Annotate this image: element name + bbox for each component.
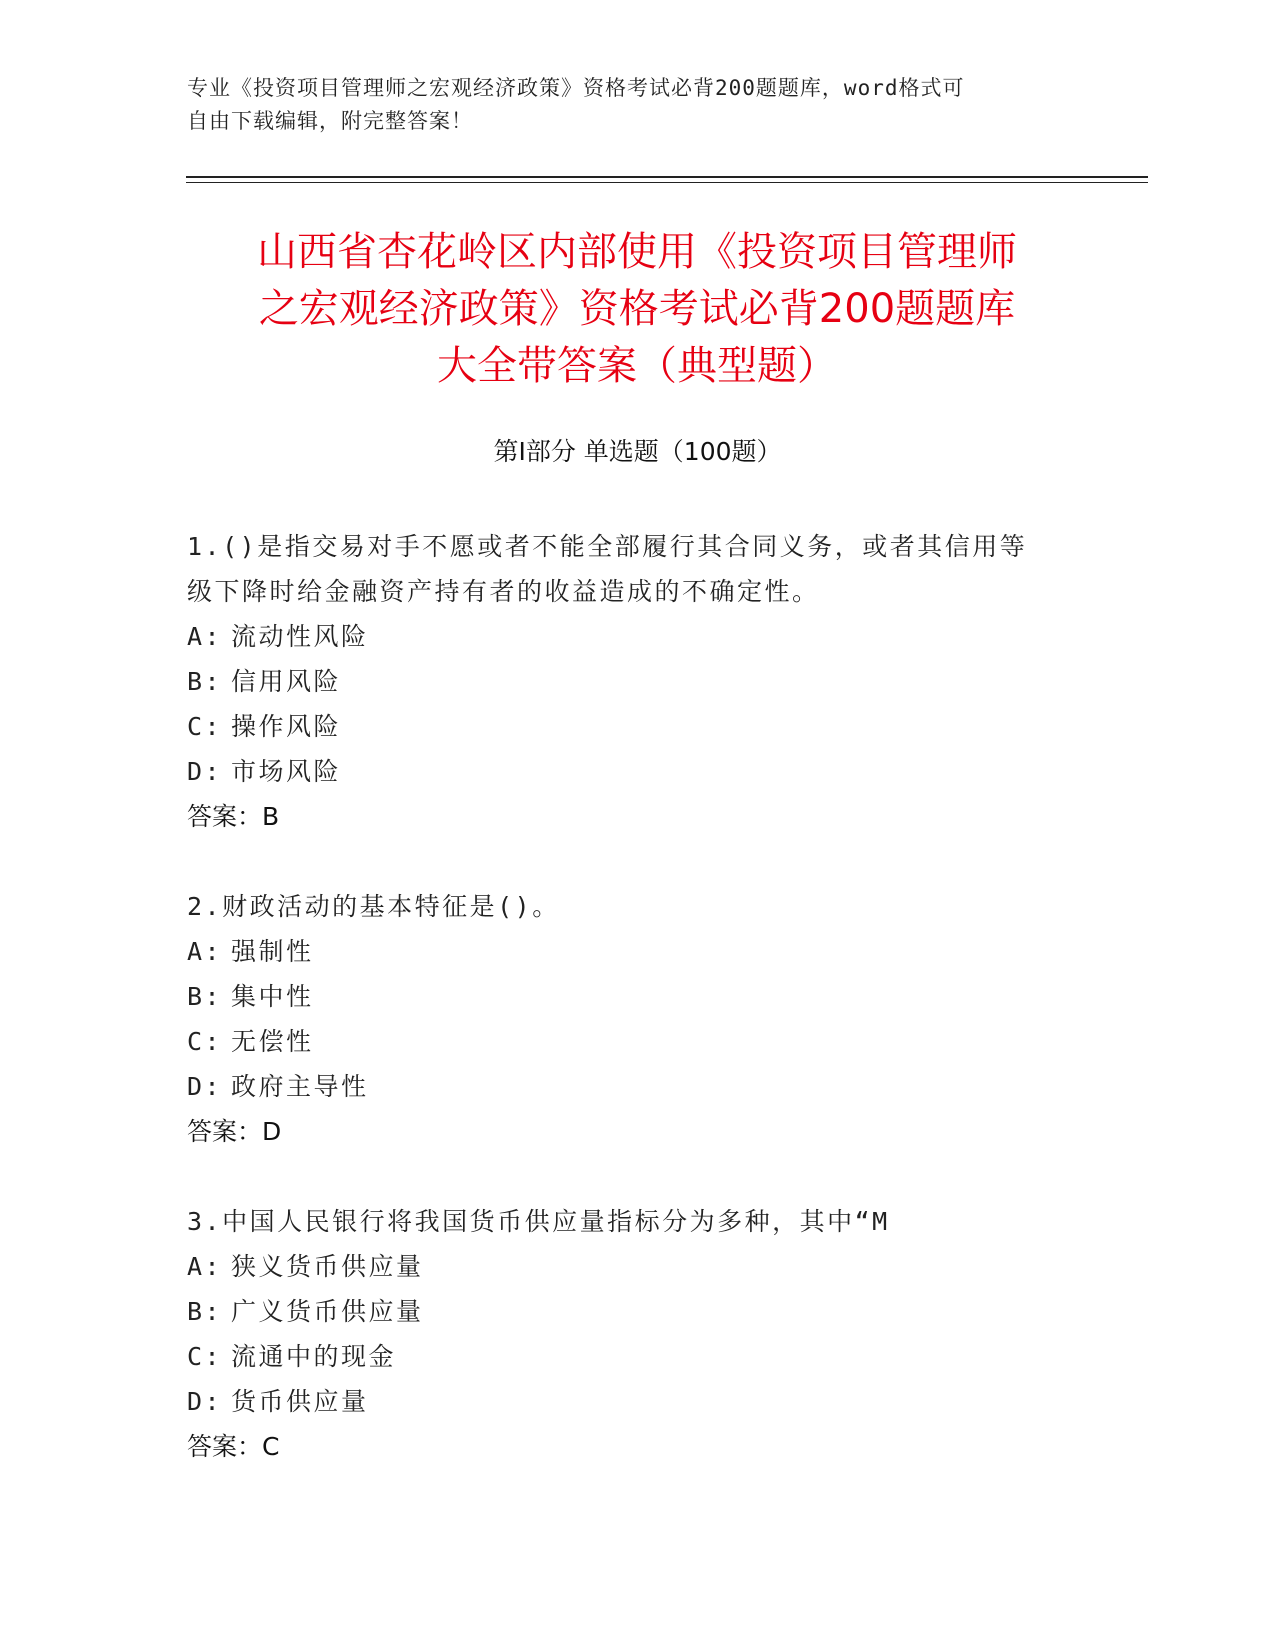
option-text: 信用风险	[231, 667, 342, 696]
question-stem-line: 3.中国人民银行将我国货币供应量指标分为多种，其中“M	[187, 1207, 890, 1236]
option-letter: B:	[187, 982, 223, 1011]
question-list	[187, 524, 1067, 1514]
option-d	[187, 1379, 1067, 1424]
option-text: 流通中的现金	[231, 1342, 397, 1371]
option-letter: B:	[187, 667, 223, 696]
question-3	[187, 1199, 1067, 1469]
header-divider-thin	[186, 182, 1148, 183]
option-text: 货币供应量	[231, 1387, 369, 1416]
document-title-line-2: 之宏观经济政策》资格考试必背200题题库	[258, 286, 1016, 332]
header-note-line-2: 自由下载编辑，附完整答案！	[187, 109, 473, 133]
option-b	[187, 1289, 1067, 1334]
header-note	[187, 72, 1067, 138]
option-text: 广义货币供应量	[231, 1297, 424, 1326]
option-c	[187, 1019, 1067, 1064]
option-a	[187, 1244, 1067, 1289]
option-letter: D:	[187, 1387, 223, 1416]
option-letter: A:	[187, 937, 223, 966]
document-title-line-3: 大全带答案（典型题）	[437, 343, 837, 389]
answer-line: 答案：D	[187, 1117, 282, 1146]
option-text: 集中性	[231, 982, 314, 1011]
option-letter: A:	[187, 1252, 223, 1281]
answer-line: 答案：C	[187, 1432, 280, 1461]
option-letter: C:	[187, 712, 223, 741]
document-title-line-1: 山西省杏花岭区内部使用《投资项目管理师	[257, 229, 1017, 275]
option-letter: D:	[187, 1072, 223, 1101]
option-a	[187, 929, 1067, 974]
question-stem-line: 1.()是指交易对手不愿或者不能全部履行其合同义务，或者其信用等	[187, 532, 1028, 561]
option-b	[187, 659, 1067, 704]
option-letter: A:	[187, 622, 223, 651]
option-b	[187, 974, 1067, 1019]
header-note-line-1: 专业《投资项目管理师之宏观经济政策》资格考试必背200题题库，word格式可	[187, 76, 965, 100]
document-title	[186, 224, 1088, 395]
option-text: 强制性	[231, 937, 314, 966]
option-c	[187, 704, 1067, 749]
option-d	[187, 1064, 1067, 1109]
section-title: 第Ⅰ部分 单选题（100题）	[493, 437, 782, 466]
option-letter: C:	[187, 1027, 223, 1056]
option-text: 狭义货币供应量	[231, 1252, 424, 1281]
question-1	[187, 524, 1067, 839]
option-letter: B:	[187, 1297, 223, 1326]
question-stem	[187, 884, 1067, 929]
question-stem-line: 级下降时给金融资产持有者的收益造成的不确定性。	[187, 577, 820, 606]
answer-line: 答案：B	[187, 802, 280, 831]
option-letter: C:	[187, 1342, 223, 1371]
option-text: 市场风险	[231, 757, 342, 786]
option-d	[187, 749, 1067, 794]
option-text: 政府主导性	[231, 1072, 369, 1101]
option-text: 流动性风险	[231, 622, 369, 651]
option-text: 无偿性	[231, 1027, 314, 1056]
option-letter: D:	[187, 757, 223, 786]
option-c	[187, 1334, 1067, 1379]
header-divider-thick	[186, 176, 1148, 178]
question-stem-line: 2.财政活动的基本特征是()。	[187, 892, 560, 921]
question-stem	[187, 524, 1067, 614]
question-stem	[187, 1199, 1067, 1244]
question-2	[187, 884, 1067, 1154]
option-a	[187, 614, 1067, 659]
option-text: 操作风险	[231, 712, 342, 741]
